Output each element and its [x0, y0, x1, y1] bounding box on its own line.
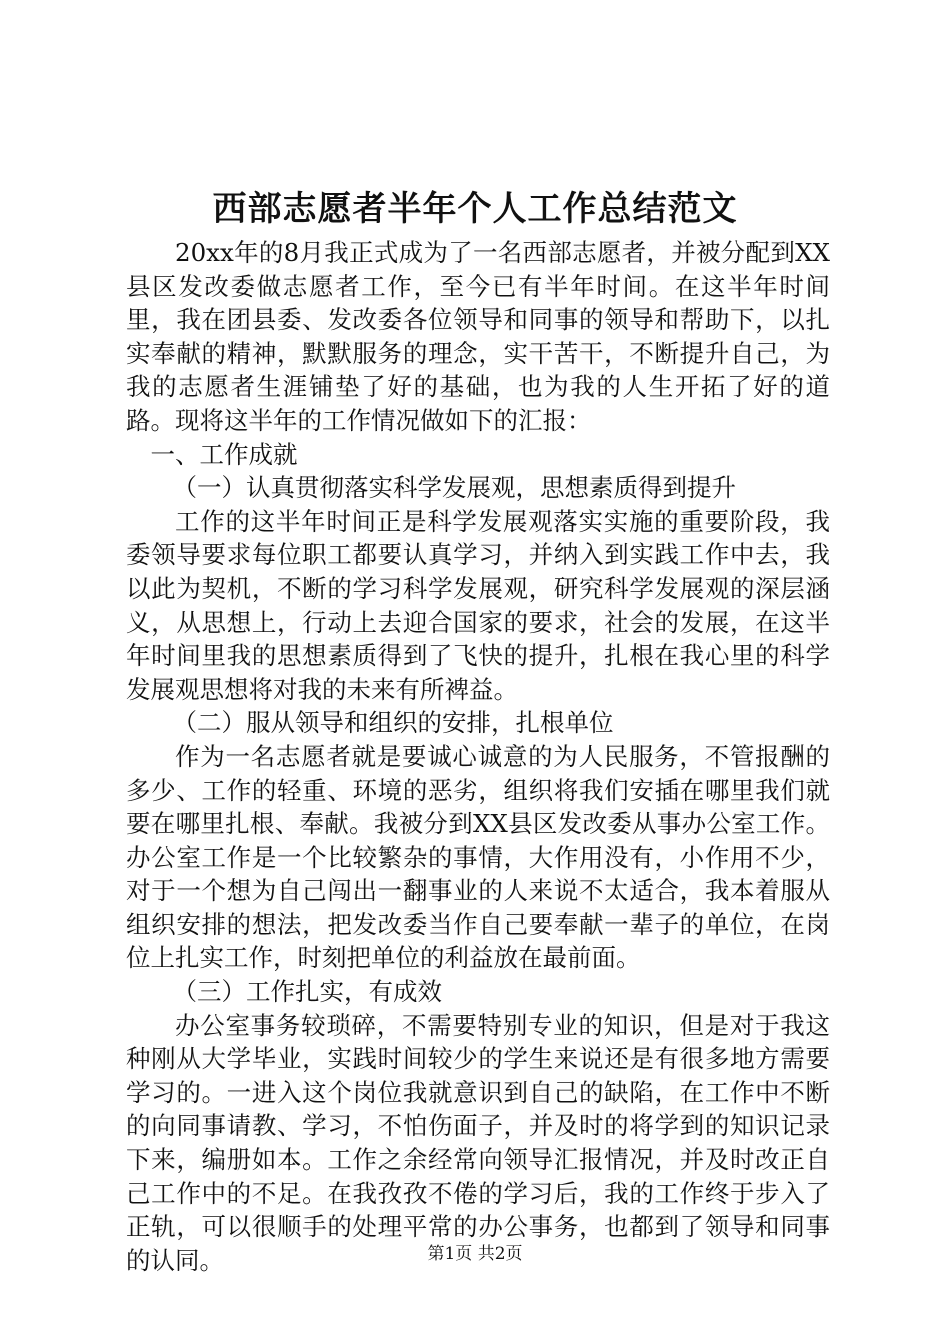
subsection-paragraph-1: 工作的这半年时间正是科学发展观落实实施的重要阶段，我委领导要求每位职工都要认真学习，并纳入到实践工作中去，我以此为契机，不断的学习科学发展观，研究科学发展观的深层涵义，从思想上，行动上去迎合国家的要求，社会的发展，在这半年时间里我的思想素质得到了飞快的提升，扎根在我心里的科学发展观思想将对我的未来有所裨益。: [126, 506, 830, 704]
document-body: [126, 236, 830, 1277]
page-number-footer: 第1页 共2页: [427, 1244, 523, 1264]
section-heading-achievements: 一、工作成就: [150, 439, 298, 469]
subsection-heading-3: （三）工作扎实，有成效: [172, 977, 443, 1007]
document-title: 西部志愿者半年个人工作总结范文: [212, 189, 738, 229]
intro-paragraph: 20xx年的8月我正式成为了一名西部志愿者，并被分配到XX县区发改委做志愿者工作，至今已有半年时间。在这半年时间里，我在团县委、发改委各位领导和同事的领导和帮助下，以扎实奉献的精神，默默服务的理念，实干苦干，不断提升自己，为我的志愿者生涯铺垫了好的基础，也为我的人生开拓了好的道路。现将这半年的工作情况做如下的汇报：: [126, 238, 830, 435]
subsection-heading-2: （二）服从领导和组织的安排，扎根单位: [172, 708, 614, 738]
subsection-heading-1: （一）认真贯彻落实科学发展观，思想素质得到提升: [172, 473, 737, 503]
subsection-paragraph-3: 办公室事务较琐碎，不需要特别专业的知识，但是对于我这种刚从大学毕业，实践时间较少的学生来说还是有很多地方需要学习的。一进入这个岗位我就意识到自己的缺陷，在工作中不断的向同事请教、学习，不怕伤面子，并及时的将学到的知识记录下来，编册如本。工作之余经常向领导汇报情况，并及时改正自己工作中的不足。在我孜孜不倦的学习后，我的工作终于步入了正轨，可以很顺手的处理平常的办公事务，也都到了领导和同事的认同。: [126, 1010, 830, 1275]
subsection-paragraph-2: 作为一名志愿者就是要诚心诚意的为人民服务，不管报酬的多少、工作的轻重、环境的恶劣，组织将我们安插在哪里我们就要在哪里扎根、奉献。我被分到XX县区发改委从事办公室工作。办公室工作是一个比较繁杂的事情，大作用没有，小作用不少，对于一个想为自己闯出一翻事业的人来说不太适合，我本着服从组织安排的想法，把发改委当作自己要奉献一辈子的单位，在岗位上扎实工作，时刻把单位的利益放在最前面。: [126, 741, 830, 973]
